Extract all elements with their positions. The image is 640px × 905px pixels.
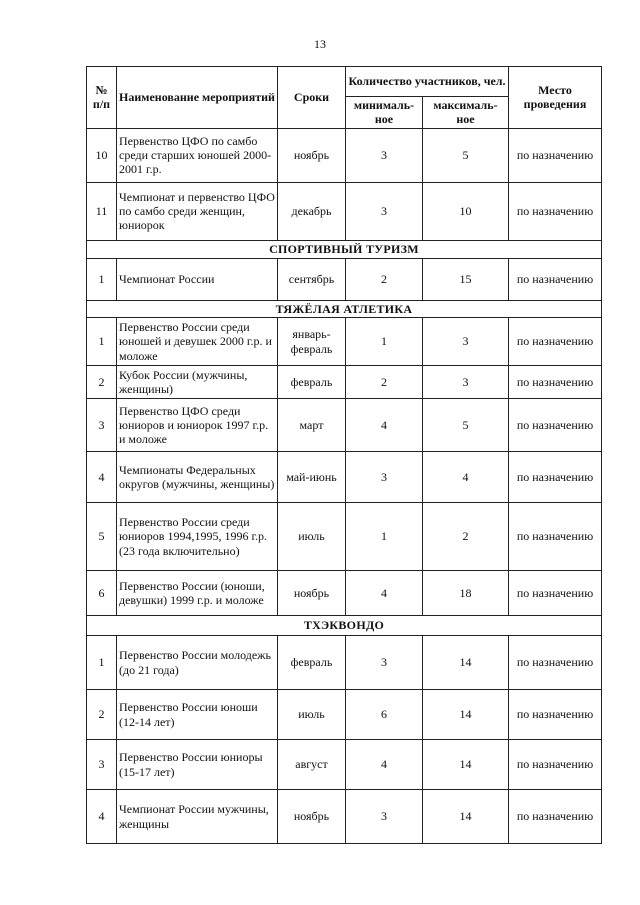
event-dates: февраль (278, 636, 346, 690)
event-name: Первенство России среди юношей и девушек 2000 г.р. и моложе (117, 318, 278, 366)
event-name: Чемпионат России (117, 258, 278, 300)
max-participants: 10 (423, 182, 509, 240)
event-name: Первенство России (юноши, девушки) 1999 г.р. и моложе (117, 571, 278, 616)
max-participants: 14 (423, 636, 509, 690)
event-name: Кубок России (мужчины, женщины) (117, 366, 278, 399)
row-number: 2 (87, 690, 117, 740)
table-row (87, 790, 602, 844)
row-number: 1 (87, 258, 117, 300)
event-place: по назначению (509, 258, 602, 300)
min-participants: 3 (346, 182, 423, 240)
row-number: 10 (87, 128, 117, 182)
table-row (87, 128, 602, 182)
max-participants: 5 (423, 399, 509, 452)
event-name: Чемпионаты Федеральных округов (мужчины, женщины) (117, 452, 278, 503)
event-dates: май-июнь (278, 452, 346, 503)
event-place: по назначению (509, 452, 602, 503)
min-participants: 3 (346, 452, 423, 503)
min-participants: 2 (346, 366, 423, 399)
event-name: Первенство России среди юниоров 1994,1995, 1996 г.р. (23 года включительно) (117, 503, 278, 571)
event-dates: ноябрь (278, 128, 346, 182)
table-row (87, 182, 602, 240)
header-place: Место проведения (509, 67, 602, 129)
table-row (87, 258, 602, 300)
event-name: Первенство России юноши (12-14 лет) (117, 690, 278, 740)
event-name: Первенство ЦФО среди юниоров и юниорок 1997 г.р. и моложе (117, 399, 278, 452)
table-row (87, 503, 602, 571)
table-row (87, 740, 602, 790)
event-dates: август (278, 740, 346, 790)
section-header-row (87, 300, 602, 317)
max-participants: 14 (423, 790, 509, 844)
table-row (87, 399, 602, 452)
row-number: 11 (87, 182, 117, 240)
min-participants: 6 (346, 690, 423, 740)
event-dates: сентябрь (278, 258, 346, 300)
event-dates: январь-февраль (278, 318, 346, 366)
row-number: 4 (87, 790, 117, 844)
event-dates: июль (278, 690, 346, 740)
max-participants: 18 (423, 571, 509, 616)
min-participants: 4 (346, 571, 423, 616)
table-row (87, 571, 602, 616)
event-place: по назначению (509, 503, 602, 571)
event-name: Чемпионат России мужчины, женщины (117, 790, 278, 844)
event-dates: ноябрь (278, 790, 346, 844)
min-participants: 2 (346, 258, 423, 300)
event-dates: декабрь (278, 182, 346, 240)
section-header-row (87, 616, 602, 636)
events-table (86, 66, 602, 844)
event-place: по назначению (509, 790, 602, 844)
section-title: ТЯЖЁЛАЯ АТЛЕТИКА (87, 300, 602, 317)
event-place: по назначению (509, 318, 602, 366)
header-num: № п/п (87, 67, 117, 129)
event-name: Первенство России молодежь (до 21 года) (117, 636, 278, 690)
row-number: 3 (87, 399, 117, 452)
event-dates: февраль (278, 366, 346, 399)
max-participants: 14 (423, 690, 509, 740)
event-name: Чемпионат и первенство ЦФО по самбо среди женщин, юниорок (117, 182, 278, 240)
min-participants: 4 (346, 740, 423, 790)
row-number: 4 (87, 452, 117, 503)
table-row (87, 452, 602, 503)
table-row (87, 366, 602, 399)
event-place: по назначению (509, 740, 602, 790)
section-title: ТХЭКВОНДО (87, 616, 602, 636)
event-name: Первенство России юниоры (15-17 лет) (117, 740, 278, 790)
min-participants: 1 (346, 503, 423, 571)
event-place: по назначению (509, 399, 602, 452)
section-header-row (87, 240, 602, 258)
event-dates: ноябрь (278, 571, 346, 616)
max-participants: 14 (423, 740, 509, 790)
min-participants: 1 (346, 318, 423, 366)
page-number: 13 (314, 37, 326, 51)
table-row (87, 318, 602, 366)
max-participants: 15 (423, 258, 509, 300)
event-place: по назначению (509, 636, 602, 690)
max-participants: 5 (423, 128, 509, 182)
min-participants: 3 (346, 790, 423, 844)
event-place: по назначению (509, 366, 602, 399)
row-number: 3 (87, 740, 117, 790)
row-number: 1 (87, 636, 117, 690)
header-min: минималь-ное (346, 97, 423, 129)
header-max: максималь-ное (423, 97, 509, 129)
event-place: по назначению (509, 690, 602, 740)
event-place: по назначению (509, 571, 602, 616)
row-number: 5 (87, 503, 117, 571)
row-number: 1 (87, 318, 117, 366)
event-dates: март (278, 399, 346, 452)
max-participants: 3 (423, 366, 509, 399)
table-row (87, 690, 602, 740)
min-participants: 3 (346, 636, 423, 690)
min-participants: 3 (346, 128, 423, 182)
header-participants: Количество участников, чел. (346, 67, 509, 97)
max-participants: 3 (423, 318, 509, 366)
events-table-body (87, 128, 602, 843)
event-name: Первенство ЦФО по самбо среди старших юношей 2000-2001 г.р. (117, 128, 278, 182)
row-number: 2 (87, 366, 117, 399)
max-participants: 2 (423, 503, 509, 571)
table-row (87, 636, 602, 690)
section-title: СПОРТИВНЫЙ ТУРИЗМ (87, 240, 602, 258)
max-participants: 4 (423, 452, 509, 503)
event-place: по назначению (509, 128, 602, 182)
row-number: 6 (87, 571, 117, 616)
event-place: по назначению (509, 182, 602, 240)
header-name: Наименование мероприятий (117, 67, 278, 129)
event-dates: июль (278, 503, 346, 571)
min-participants: 4 (346, 399, 423, 452)
header-dates: Сроки (278, 67, 346, 129)
